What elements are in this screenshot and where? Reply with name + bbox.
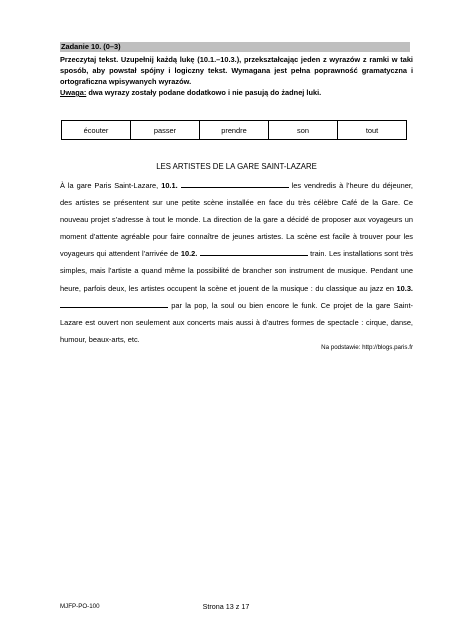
text-segment: À la gare Paris Saint-Lazare, (60, 181, 162, 190)
word-box-item: écouter (62, 121, 131, 139)
note-text: dwa wyrazy zostały podane dodatkowo i nie pasują do żadnej luki. (86, 88, 322, 97)
instruction-note (60, 87, 413, 98)
text-segment: les vendredis à l’heure du déjeuner, des artistes se présentent sur une petite scène installée en face du très célèbre Café de la Gare. Ce nouveau projet s’adresse à tout le monde. La direction de la gare a décidé de proposer aux voyageurs un moment d’attente agréable pour faire connaître de jeunes artistes. La scène est facile à trouver pour les voyageurs qui attendent l’arrivée de (60, 181, 413, 259)
gap-label-10-1: 10.1. (161, 181, 178, 190)
text-segment: par la pop, la soul ou bien encore le funk. Ce projet de la gare Saint-Lazare est ouvert non seulement aux concerts mais aussi à d’autres formes de spectacle : cirque, danse, humour, beaux-arts, etc. (60, 300, 413, 344)
gap-label-10-2: 10.2. (180, 249, 198, 259)
source-note: Na podstawie: http://blogs.paris.fr (321, 344, 413, 351)
text-title: LES ARTISTES DE LA GARE SAINT-LAZARE (156, 162, 317, 171)
word-box (61, 120, 407, 140)
word-box-item: passer (131, 121, 200, 139)
note-label: Uwaga: (60, 88, 87, 97)
answer-blank-10-1[interactable] (181, 181, 289, 188)
word-box-item: tout (365, 125, 379, 135)
answer-blank-10-2[interactable] (200, 249, 308, 256)
answer-blank-10-3[interactable] (60, 301, 168, 308)
task-header: Zadanie 10. (0–3) (60, 42, 410, 52)
instruction-text: Przeczytaj tekst. Uzupełnij każdą lukę (10.1.–10.3.), przekształcając jeden z wyrazów z ramki w taki sposób, aby powstał spójny i logiczny tekst. Wymagana jest pełna poprawność gramatyczna i ortograficzna wpisywanych wyrazów. (60, 55, 413, 86)
gap-label-10-3: 10.3. (396, 283, 413, 293)
text-segment: train. Les installations sont très simples, mais l’artiste a quand même la possibilité de brancher son instrument de musique. Pendant une heure, parfois deux, les artistes occupent la scène et jouent de la musique : du classique au jazz en (60, 249, 413, 293)
task-instructions (60, 54, 413, 98)
footer-code: MJFP-PO-100 (60, 603, 100, 610)
page-number: Strona 13 z 17 (202, 602, 250, 611)
body-text (60, 177, 413, 348)
word-box-item: prendre (200, 121, 269, 139)
word-box-item: son (269, 121, 338, 139)
